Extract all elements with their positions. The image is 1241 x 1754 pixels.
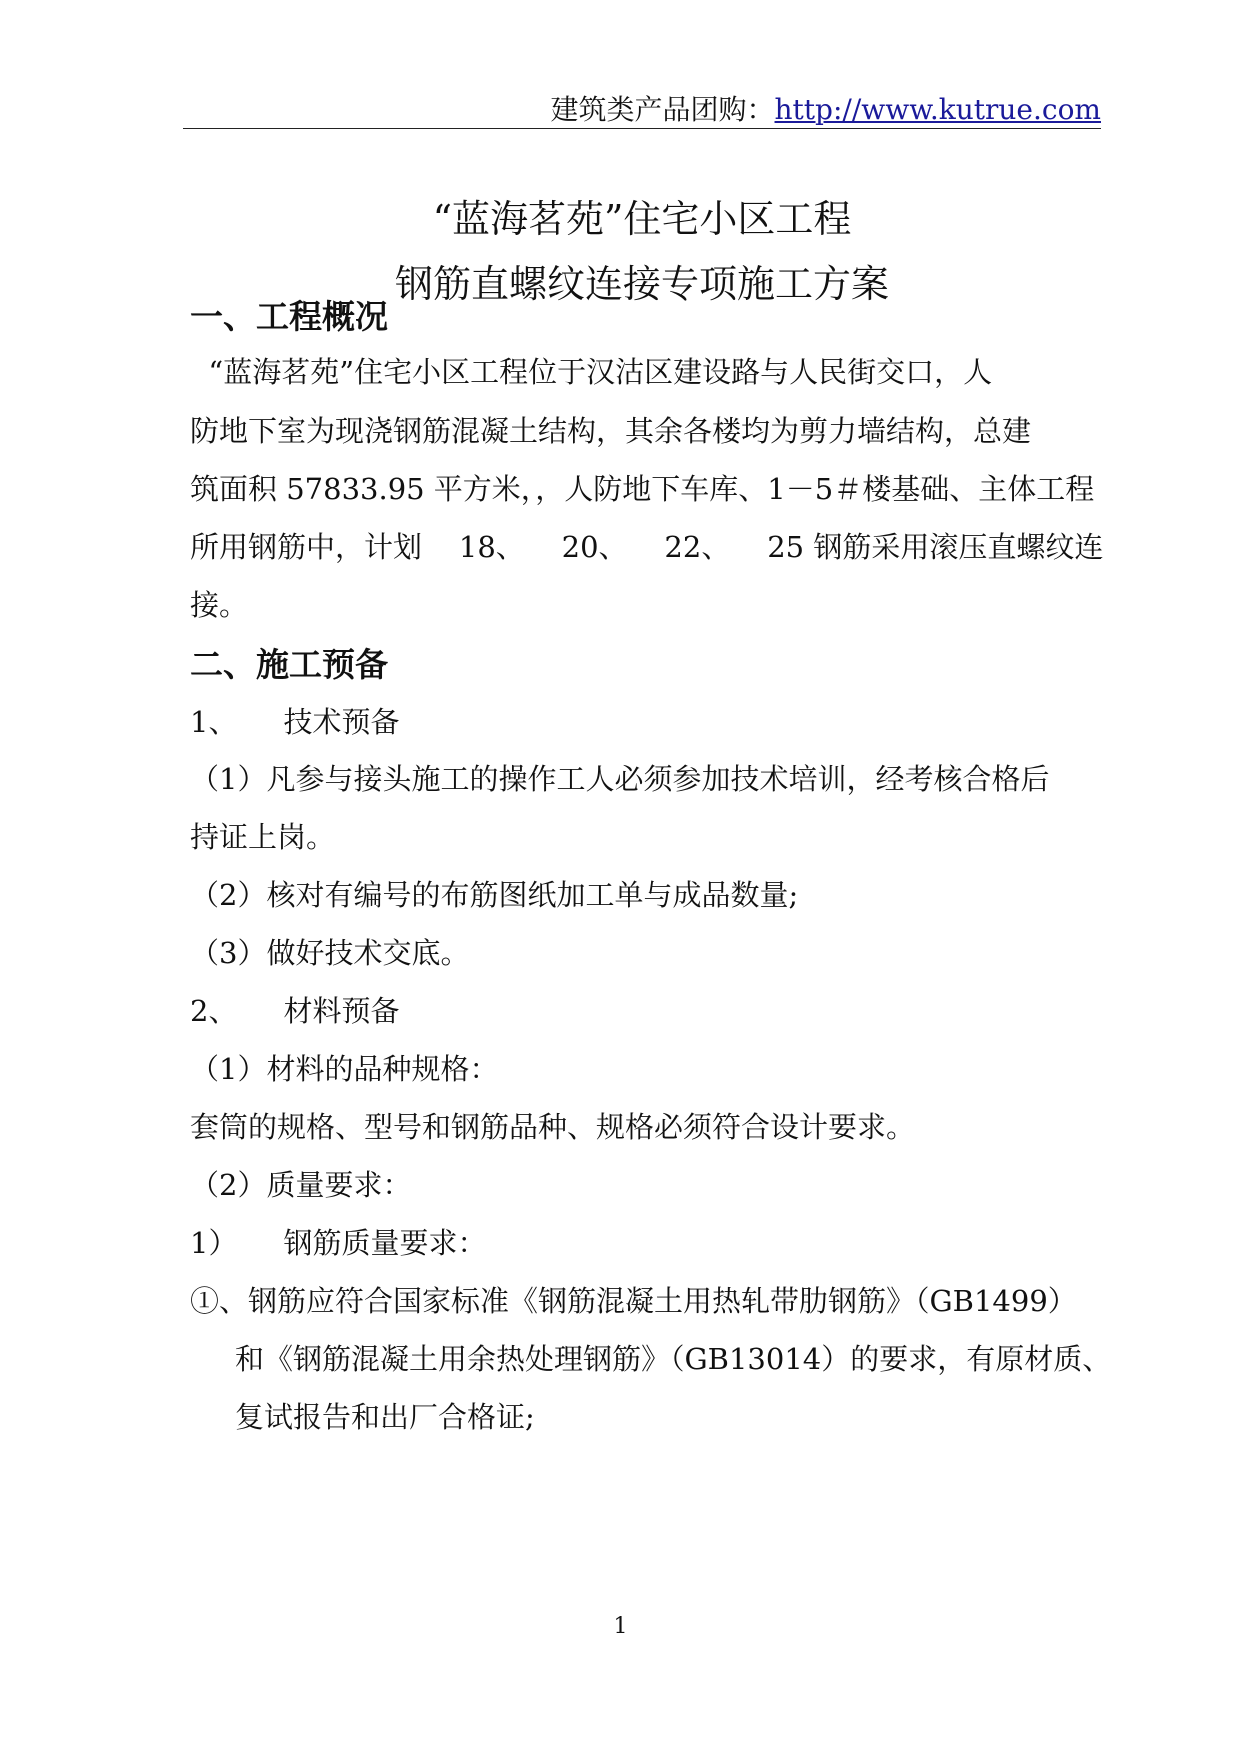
page-number: 1 <box>613 1614 628 1639</box>
technical-line: （3）做好技术交底。 <box>190 936 470 970</box>
document-title-line-2: 钢筋直螺纹连接专项施工方案 <box>394 262 889 306</box>
page-header <box>551 88 1102 128</box>
requirement-item-line: 复试报告和出厂合格证; <box>235 1400 535 1434</box>
overview-line: “蓝海茗苑”住宅小区工程位于汉沽区建设路与人民街交口，人 <box>190 355 993 389</box>
technical-line: （1）凡参与接头施工的操作工人必须参加技术培训，经考核合格后 <box>190 762 1050 796</box>
header-label: 建筑类产品团购： <box>550 93 775 126</box>
overview-line: 防地下室为现浇钢筋混凝土结构，其余各楼均为剪力墙结构，总建 <box>190 414 1032 448</box>
subsection-title-material: 2、 材料预备 <box>190 994 400 1028</box>
overview-line: 所用钢筋中，计划 18、 20、 22、 25 钢筋采用滚压直螺纹连 <box>190 530 1104 564</box>
overview-line: 筑面积 57833.95 平方米，，人防地下车库、1－5＃楼基础、主体工程 <box>190 472 1095 506</box>
material-line: （2）质量要求： <box>190 1168 412 1202</box>
requirement-item-line: 和《钢筋混凝土用余热处理钢筋》（GB13014）的要求，有原材质、 <box>235 1342 1112 1376</box>
header-link[interactable]: http://www.kutrue.com <box>774 93 1101 126</box>
header-divider <box>183 128 1101 129</box>
overview-line: 接。 <box>190 588 249 622</box>
material-line: （1）材料的品种规格： <box>190 1052 499 1086</box>
requirement-item-line: ①、钢筋应符合国家标准《钢筋混凝土用热轧带肋钢筋》（GB1499） <box>190 1284 1077 1318</box>
section-heading-preparation: 二、施工预备 <box>190 645 388 684</box>
document-title-line-1: “蓝海茗苑”住宅小区工程 <box>432 197 852 241</box>
subsection-title-technical: 1、 技术预备 <box>190 705 400 739</box>
technical-line: 持证上岗。 <box>190 820 336 854</box>
material-line: 1） 钢筋质量要求： <box>190 1226 487 1260</box>
section-heading-overview: 一、工程概况 <box>190 297 388 336</box>
material-line: 套筒的规格、型号和钢筋品种、规格必须符合设计要求。 <box>190 1110 916 1144</box>
technical-line: （2）核对有编号的布筋图纸加工单与成品数量; <box>190 878 799 912</box>
